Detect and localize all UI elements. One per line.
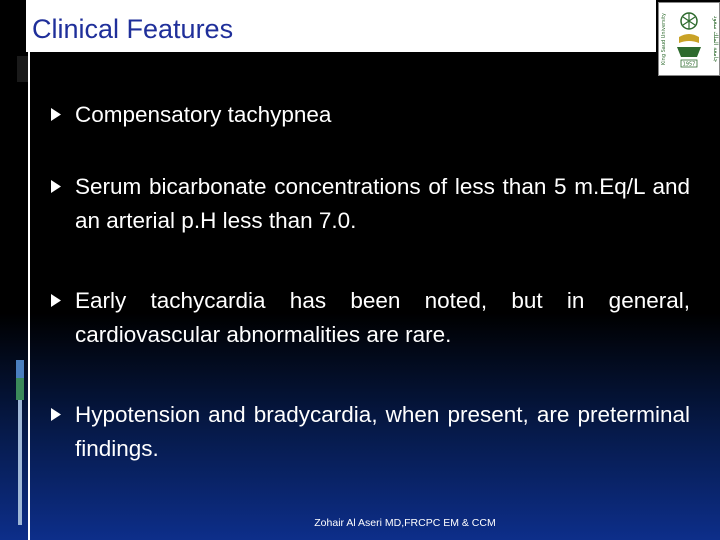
bullet-item <box>50 284 690 352</box>
bullet-list <box>50 98 690 466</box>
bullet-text: Compensatory tachypnea <box>75 102 332 127</box>
slide-footer <box>0 517 720 529</box>
left-rule <box>28 50 30 540</box>
bullet-item <box>50 398 690 466</box>
svg-text:1957: 1957 <box>682 61 696 68</box>
side-strip-green <box>16 378 24 400</box>
bullet-text: Serum bicarbonate concentrations of less than 5 m.Eq/L and an arterial p.H less than 7.0. <box>75 174 690 233</box>
logo-emblem-icon <box>659 3 719 75</box>
bullet-marker-icon <box>50 293 62 308</box>
side-strip-light <box>18 400 22 525</box>
bullet-marker-icon <box>50 407 62 422</box>
bullet-marker-icon <box>50 179 62 194</box>
slide-title: Clinical Features <box>32 14 234 44</box>
university-logo <box>658 2 720 76</box>
bullet-item <box>50 98 690 132</box>
bullet-text: Hypotension and bradycardia, when present, are preterminal findings. <box>75 402 690 461</box>
bullet-marker-icon <box>50 107 62 122</box>
svg-text:King Saud University: King Saud University <box>661 13 667 65</box>
svg-text:جامعة الملك سعود: جامعة الملك سعود <box>712 15 719 63</box>
footer-text: Zohair Al Aseri MD,FRCPC EM & CCM <box>314 517 496 529</box>
side-strip-blue <box>16 360 24 378</box>
bullet-text: Early tachycardia has been noted, but in general, cardiovascular abnormalities are rare. <box>75 288 690 347</box>
bullet-item <box>50 170 690 238</box>
